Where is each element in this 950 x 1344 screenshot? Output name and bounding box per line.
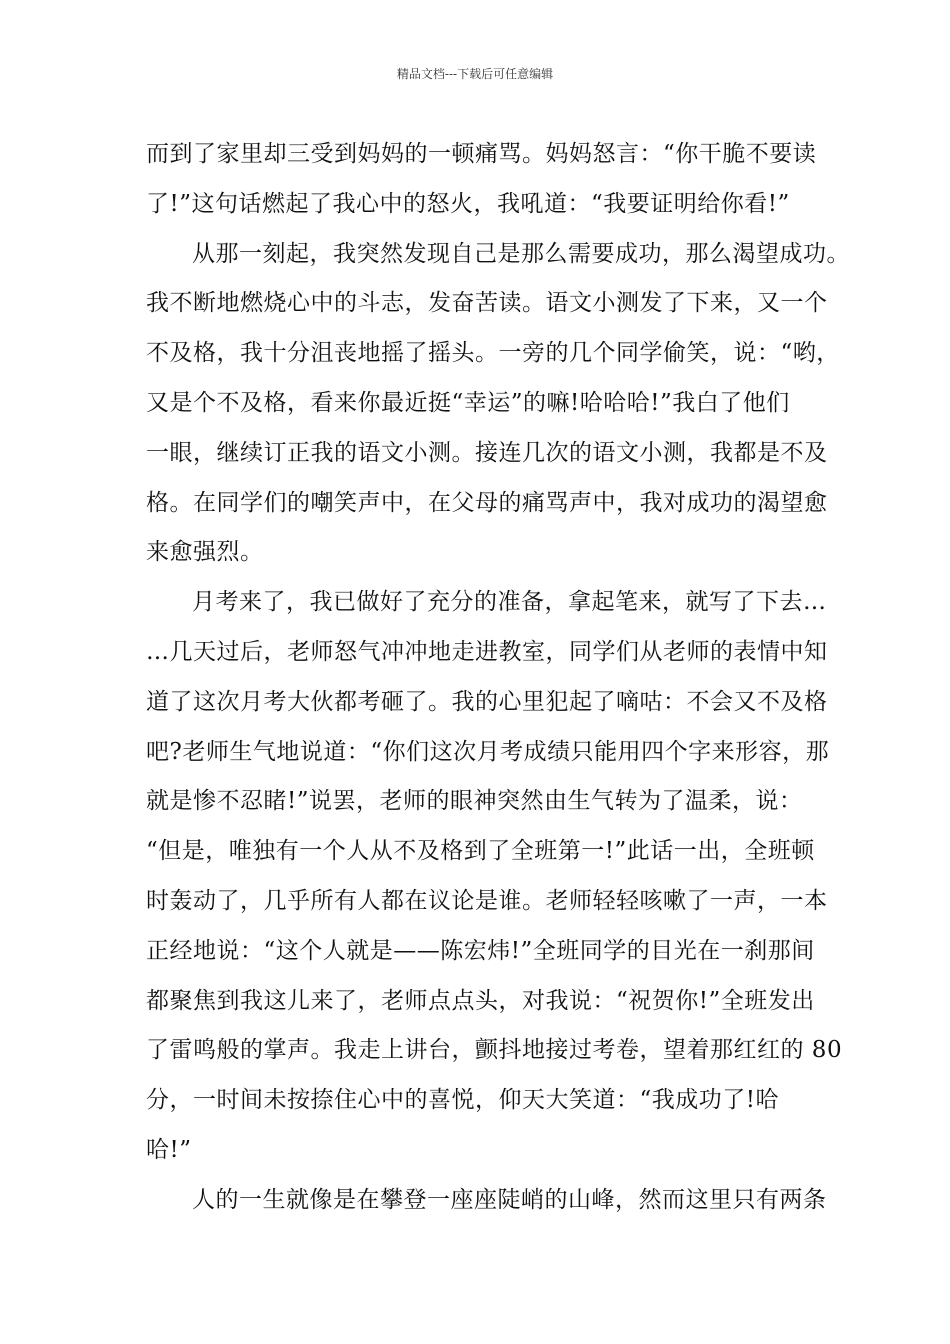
text-line: 又是个不及格，看来你最近挺“幸运”的嘛!哈哈哈!”我白了他们 (146, 389, 790, 416)
text-line: 了雷鸣般的掌声。我走上讲台，颤抖地接过考卷，望着那红红的 80 (146, 1037, 843, 1064)
text-line: 都聚焦到我这儿来了，老师点点头，对我说：“祝贺你!”全班发出 (146, 987, 815, 1014)
text-line: …几天过后，老师怒气冲冲地走进教室，同学们从老师的表情中知 (146, 638, 828, 665)
text-line: 正经地说：“这个人就是——陈宏炜!”全班同学的目光在一刹那间 (146, 937, 815, 964)
text-line: 我不断地燃烧心中的斗志，发奋苦读。语文小测发了下来，又一个 (146, 290, 828, 317)
text-line: 了!”这句话燃起了我心中的怒火，我吼道：“我要证明给你看!” (146, 190, 790, 217)
text-line: 哈!” (146, 1136, 192, 1163)
text-line: 而到了家里却三受到妈妈的一顿痛骂。妈妈怒言：“你干脆不要读 (146, 141, 817, 167)
text-line: 分，一时间未按捺住心中的喜悦，仰天大笑道：“我成功了!哈 (146, 1087, 780, 1114)
text-line: 不及格，我十分沮丧地摇了摇头。一旁的几个同学偷笑，说：“哟， (146, 340, 840, 367)
text-line: 时轰动了，几乎所有人都在议论是谁。老师轻轻咳嗽了一声，一本 (146, 887, 828, 914)
text-line-indented: 从那一刻起，我突然发现自己是那么需要成功，那么渴望成功。 (192, 240, 850, 267)
text-line: 道了这次月考大伙都考砸了。我的心里犯起了嘀咕：不会又不及格 (146, 688, 828, 715)
text-line: 格。在同学们的嘲笑声中，在父母的痛骂声中，我对成功的渴望愈 (146, 489, 828, 516)
text-line: 就是惨不忍睹!”说罢，老师的眼神突然由生气转为了温柔，说： (146, 788, 803, 815)
document-body (146, 130, 850, 1226)
text-line-indented: 人的一生就像是在攀登一座座陡峭的山峰，然而这里只有两条 (192, 1186, 827, 1213)
page-header: 精品文档---下载后可任意编辑 (396, 67, 554, 81)
text-line: 吧?老师生气地说道：“你们这次月考成绩只能用四个字来形容，那 (146, 738, 830, 765)
text-line-indented: 月考来了，我已做好了充分的准备，拿起笔来，就写了下去… (192, 589, 827, 616)
text-line: 一眼，继续订正我的语文小测。接连几次的语文小测，我都是不及 (146, 439, 828, 466)
text-line: “但是，唯独有一个人从不及格到了全班第一!”此话一出，全班顿 (146, 838, 815, 865)
text-line: 来愈强烈。 (146, 539, 264, 566)
